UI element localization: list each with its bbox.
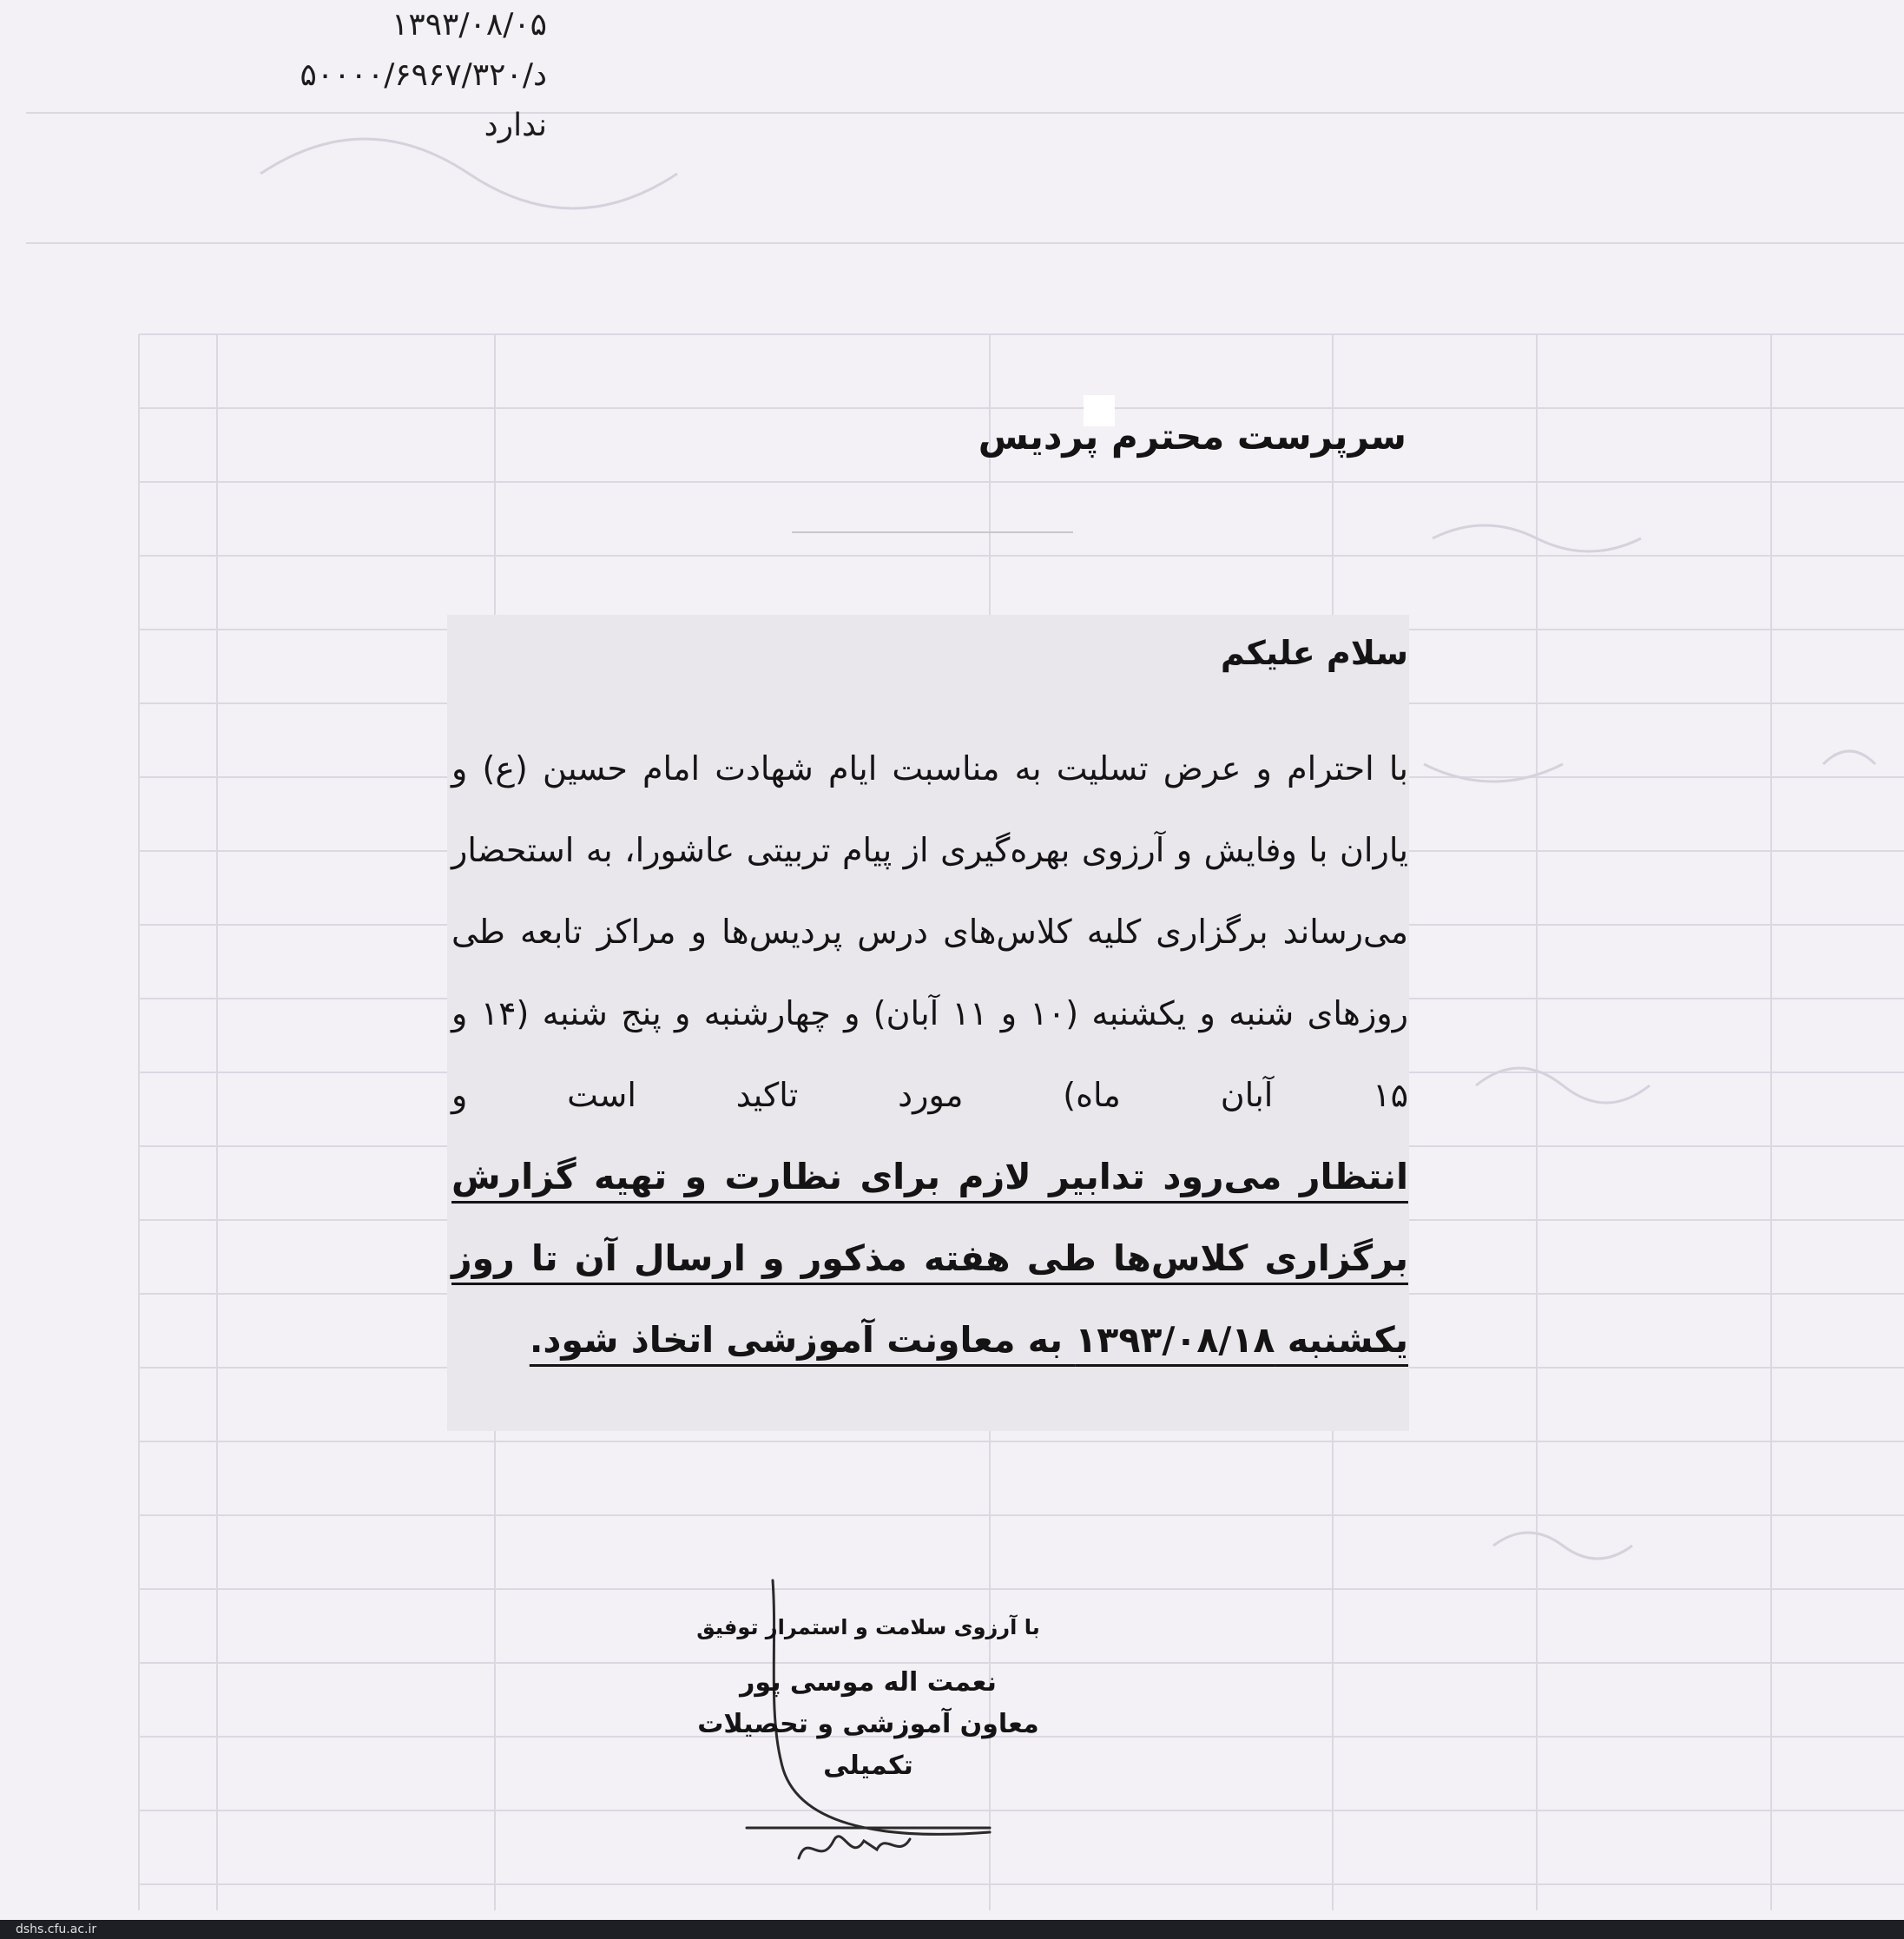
emphasis-text: انتظار می‌رود تدابیر لازم برای نظارت و تهیه گزارش برگزاری کلاس‌ها طی هفته مذکور و ارسال آن تا روز یکشنبه ۱۳۹۳/۰۸/۱۸ به معاونت آموزشی اتخاذ شود. (451, 1156, 1408, 1361)
recipient-underline (792, 531, 1073, 533)
signer-name: نعمت اله موسی پور (740, 1667, 997, 1698)
recipient-line: سرپرست محترم پردیس (978, 415, 1407, 458)
footer-site (16, 1923, 96, 1936)
signer-title: معاون آموزشی و تحصیلات تکمیلی (697, 1709, 1039, 1781)
closing-block (660, 1615, 1077, 1787)
footer-bar (0, 1920, 1904, 1939)
closing-wish: با آرزوی سلامت و استمرار توفیق (696, 1615, 1040, 1639)
letter-attachment: ندارد (484, 108, 547, 143)
letter-number: د/۵۰۰۰۰/۶۹۶۷/۳۲۰ (300, 57, 547, 93)
letter-emphasis (451, 1136, 1408, 1381)
greeting: سلام علیکم (1220, 634, 1408, 672)
letter-date: ۱۳۹۳/۰۸/۰۵ (392, 7, 547, 43)
letter-body: با احترام و عرض تسلیت به مناسبت ایام شهادت امام حسین (ع) و یاران با وفایش و آرزوی بهره‌گیری از پیام تربیتی عاشورا، به استحضار می‌رساند برگزاری کلیه کلاس‌های درس پردیس‌ها و مراکز تابعه طی روزهای شنبه و یکشنبه (۱۰ و ۱۱ آبان) و چهارشنبه و پنج شنبه (۱۴ و ۱۵ آبان ماه) مورد تاکید است و (451, 749, 1408, 1114)
footer-site-text: dshs.cfu.ac.ir (16, 1923, 97, 1936)
letter-header (260, 0, 547, 151)
